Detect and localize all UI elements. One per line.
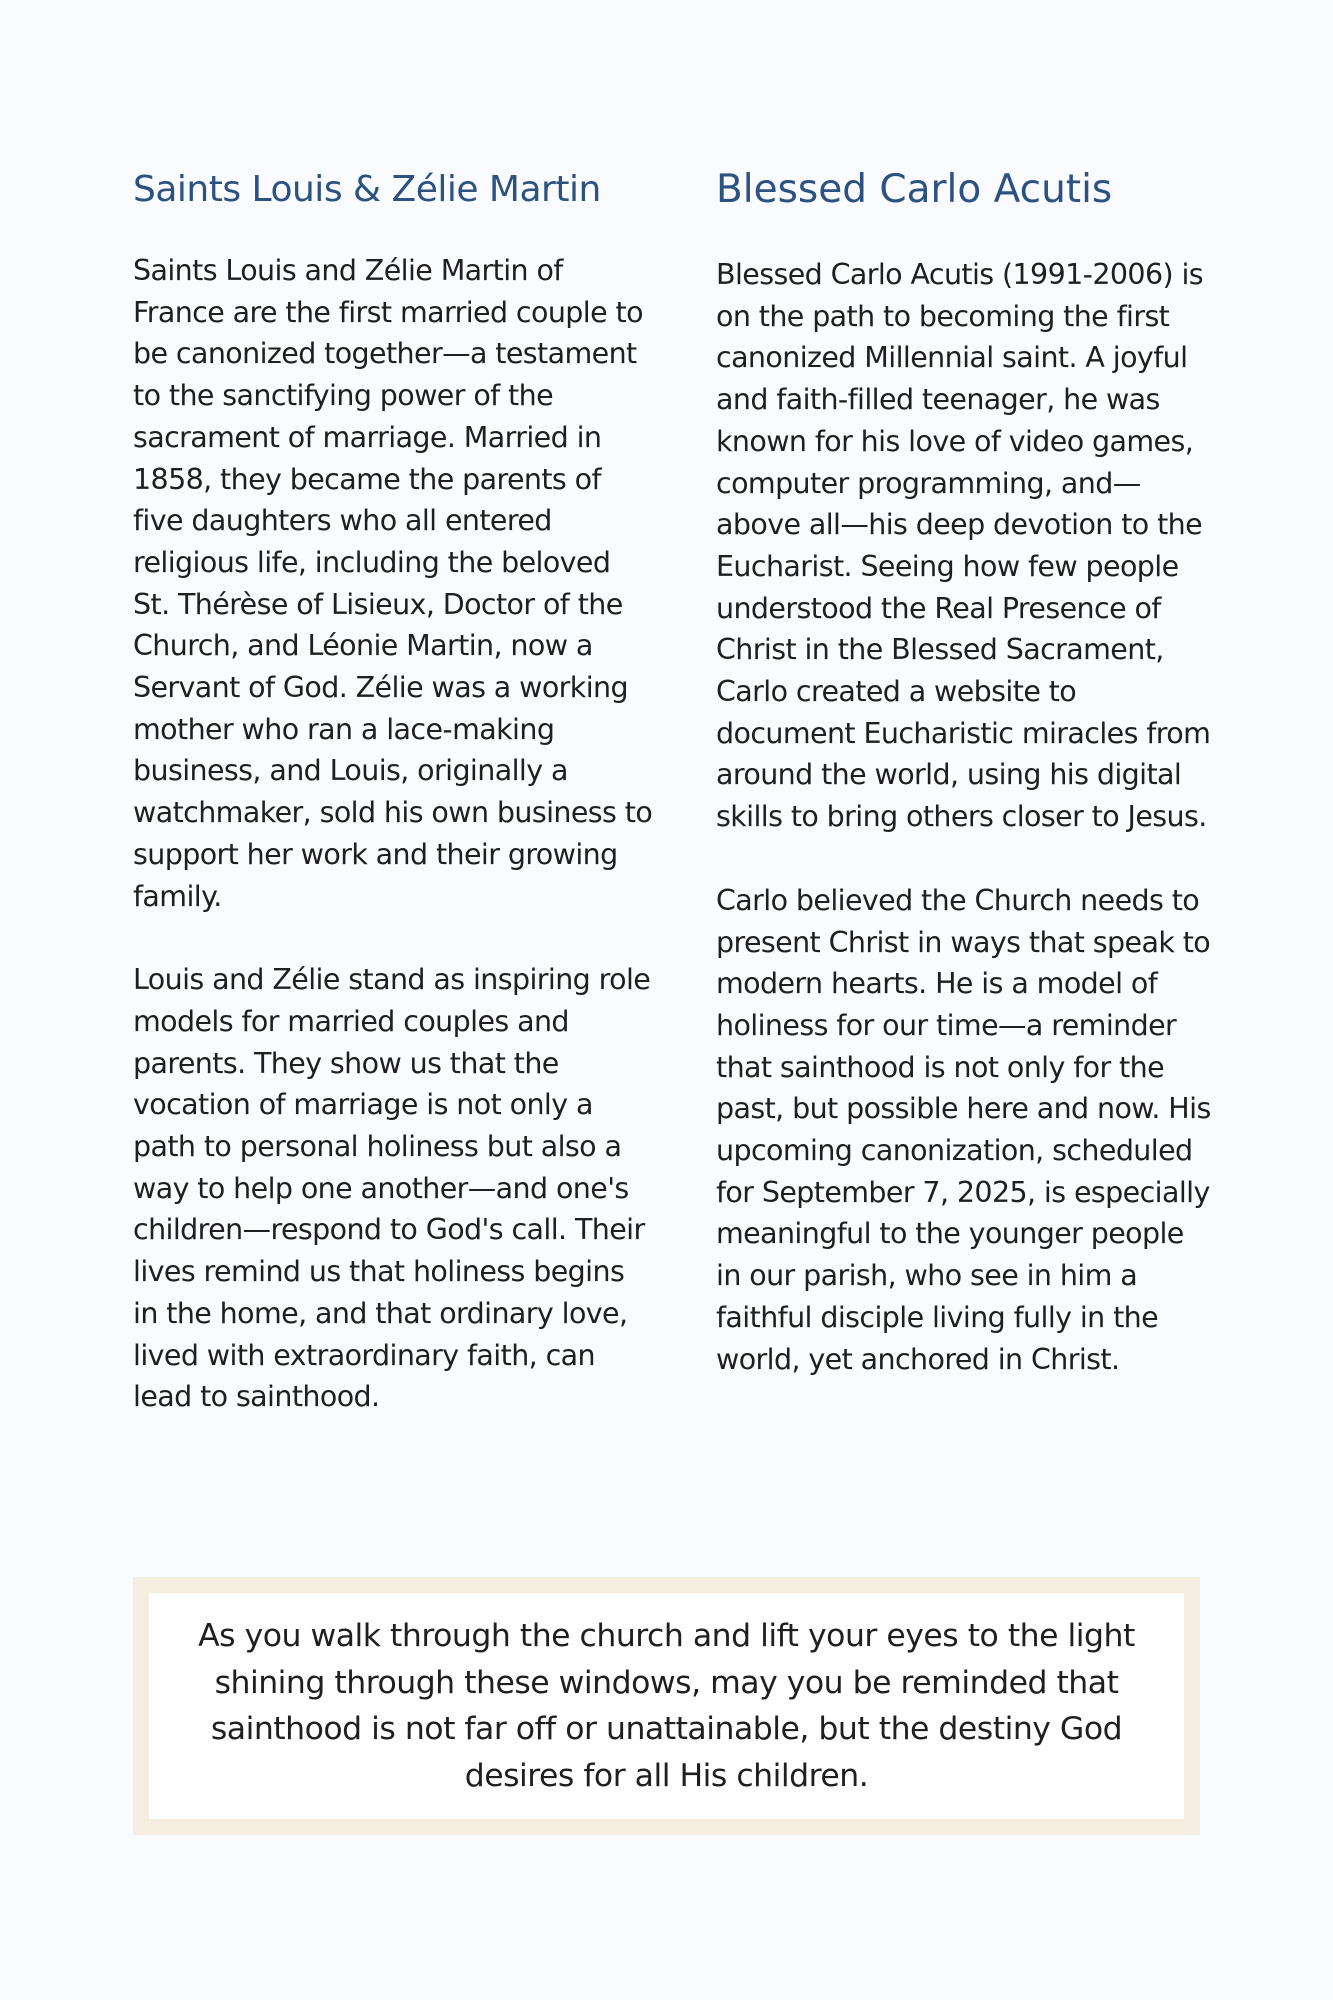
acutis-section xyxy=(716,160,1216,1380)
acutis-paragraph-2: Carlo believed the Church needs to present Christ in ways that speak to modern hearts. He is a model of holiness for our time—a reminder that sainthood is not only for the past, but possible here and now. His upcoming canonization, scheduled for September 7, 2025, is especially meaningful to the younger people in our parish, who see in him a faithful disciple living fully in the world, yet anchored in Christ. xyxy=(716,883,1211,1376)
closing-quote-box xyxy=(133,1577,1200,1835)
acutis-heading: Blessed Carlo Acutis xyxy=(716,167,1113,212)
martin-heading: Saints Louis & Zélie Martin xyxy=(133,169,601,210)
martin-section xyxy=(133,160,653,1418)
closing-quote: As you walk through the church and lift your eyes to the light shining through these windows, may you be reminded that sainthood is not far off or unattainable, but the destiny God desires for all His children. xyxy=(198,1618,1135,1794)
acutis-paragraph-1: Blessed Carlo Acutis (1991-2006) is on the path to becoming the first canonized Millennial saint. A joyful and faith-filled teenager, he was known for his love of video games, computer programming, and—above all—his deep devotion to the Eucharist. Seeing how few people understood the Real Presence of Christ in the Blessed Sacrament, Carlo created a website to document Eucharistic miracles from around the world, using his digital skills to bring others closer to Jesus. xyxy=(716,258,1211,834)
martin-paragraph-2: Louis and Zélie stand as inspiring role models for married couples and parents. They show us that the vocation of marriage is not only a path to personal holiness but also a way to help one another—and one's children—respond to God's call. Their lives remind us that holiness begins in the home, and that ordinary love, lived with extraordinary faith, can lead to sainthood. xyxy=(133,963,651,1414)
martin-paragraph-1: Saints Louis and Zélie Martin of France are the first married couple to be canonized together—a testament to the sanctifying power of the sacrament of marriage. Married in 1858, they became the parents of five daughters who all entered religious life, including the beloved St. Thérèse of Lisieux, Doctor of the Church, and Léonie Martin, now a Servant of God. Zélie was a working mother who ran a lace-making business, and Louis, originally a watchmaker, sold his own business to support her work and their growing family. xyxy=(133,254,653,913)
